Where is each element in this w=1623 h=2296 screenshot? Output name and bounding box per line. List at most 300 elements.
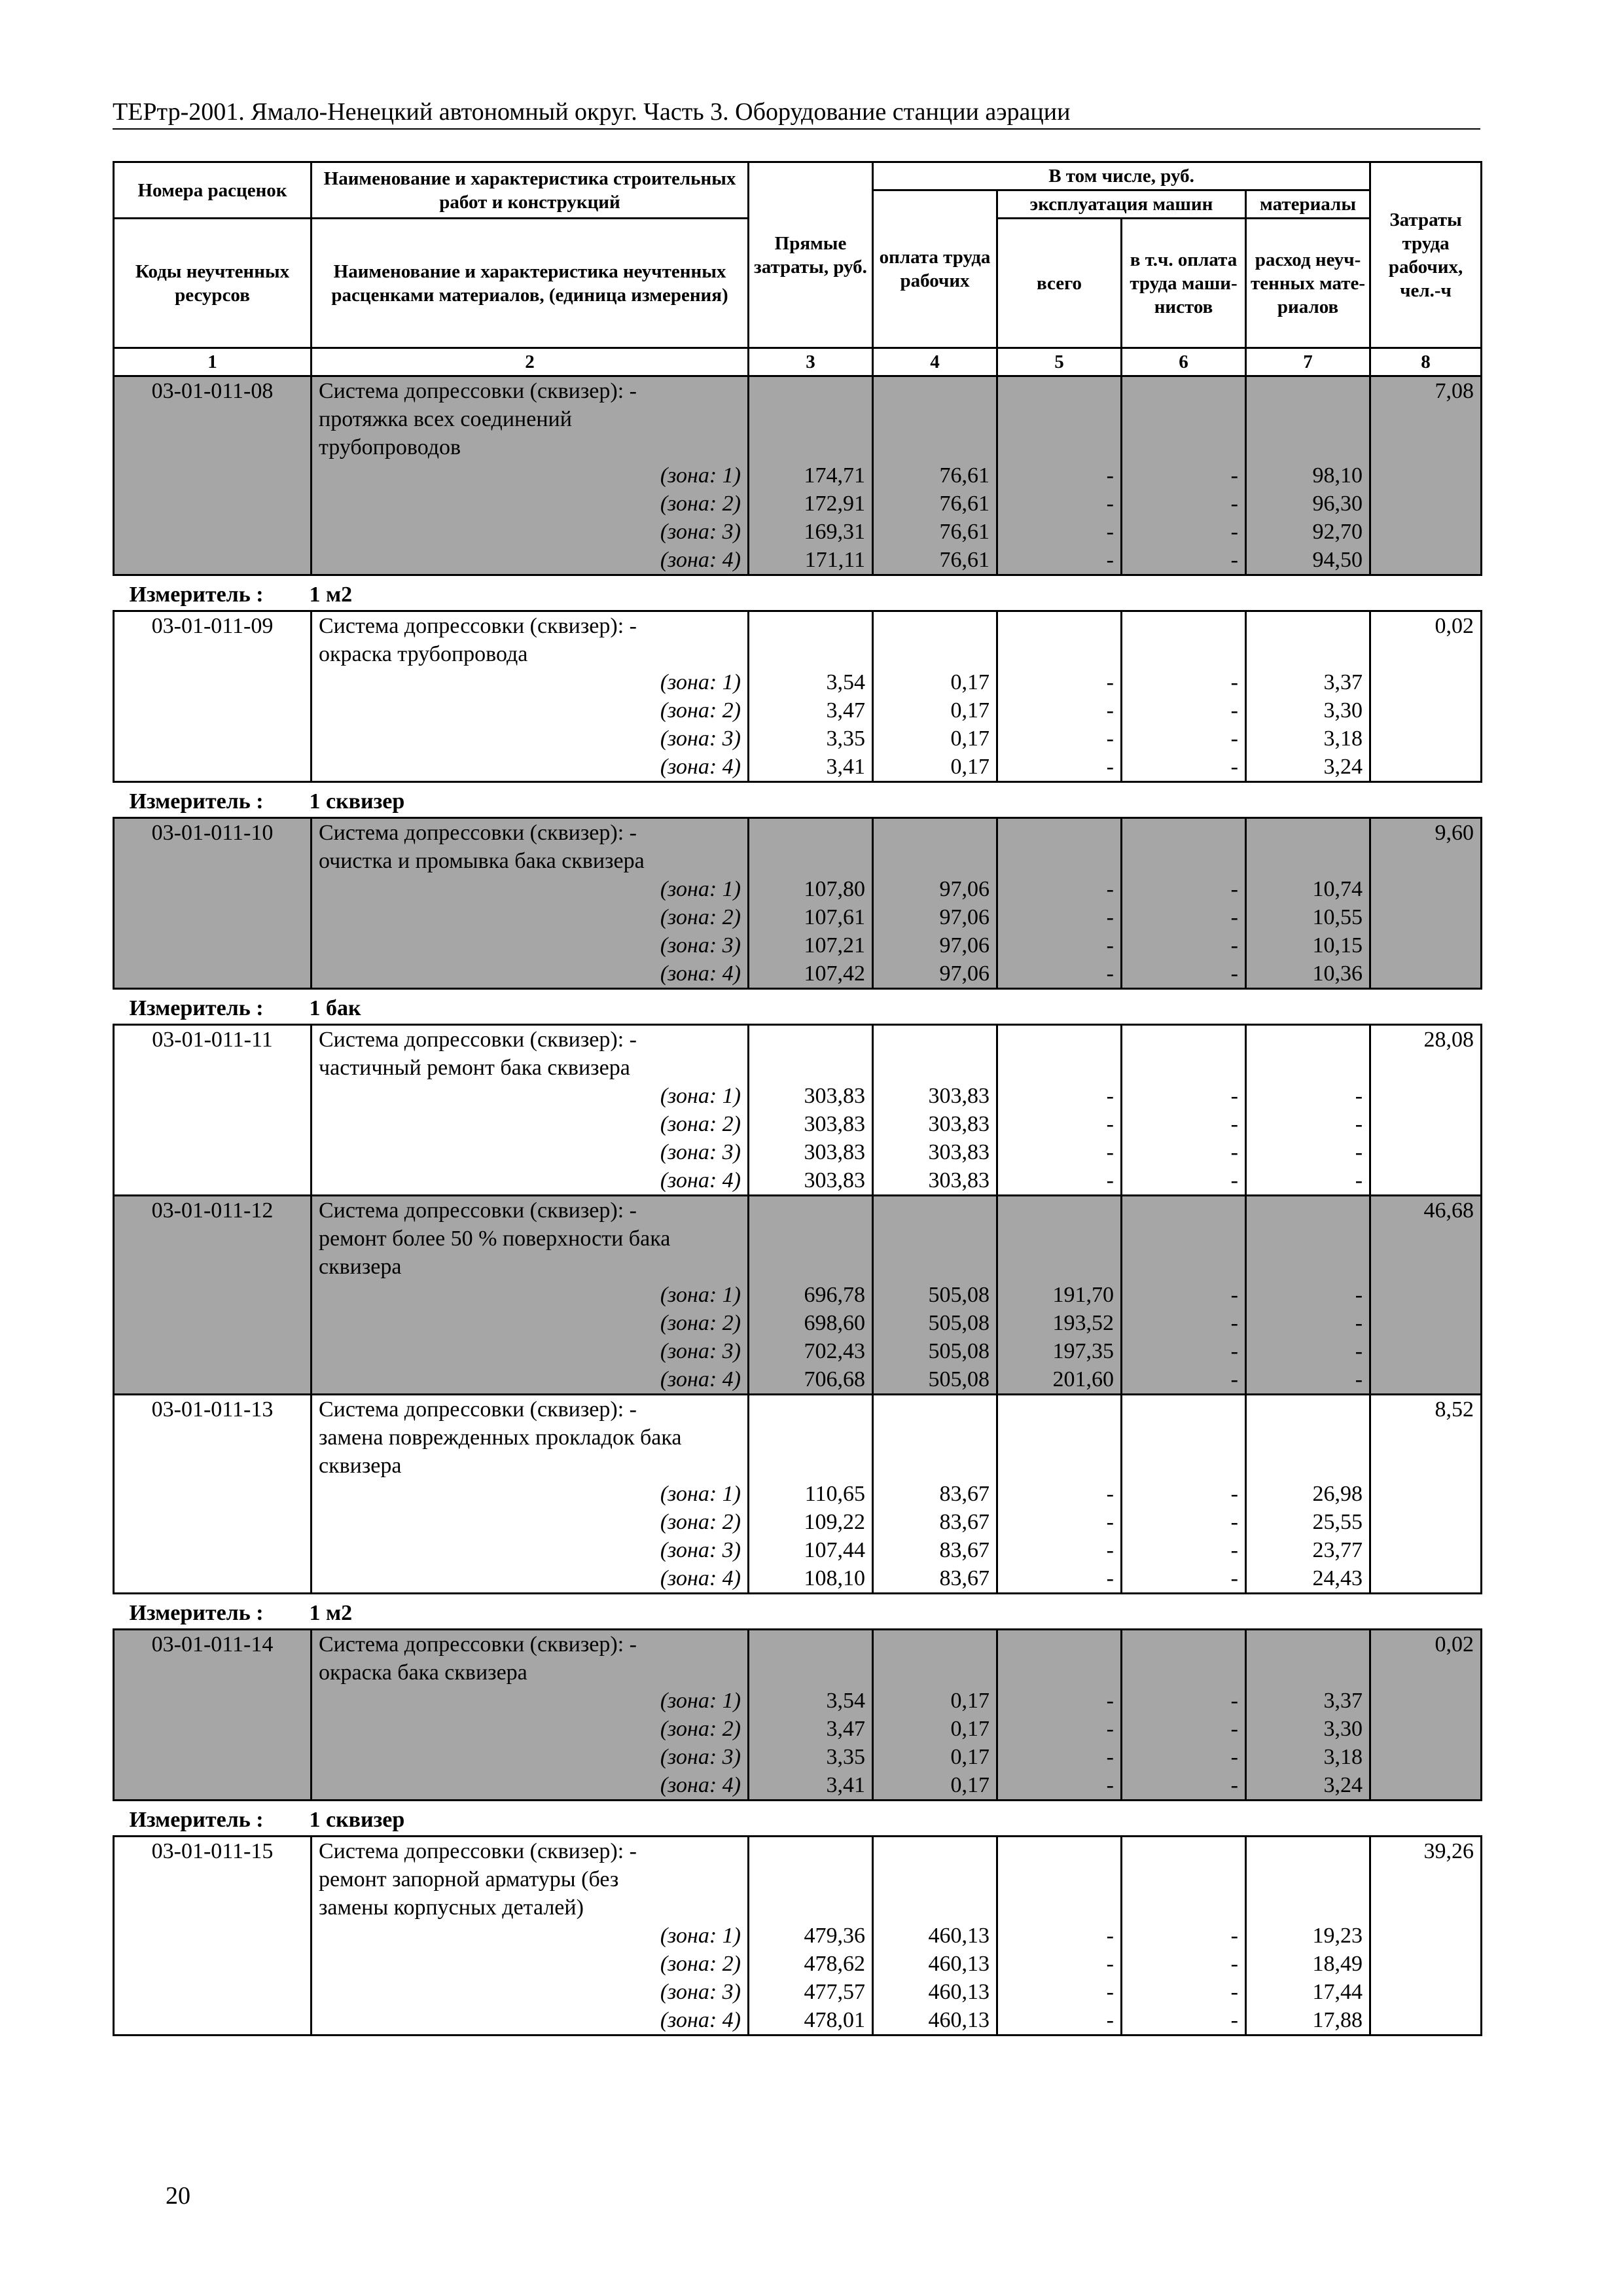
labor-costs-cell xyxy=(1370,518,1482,546)
empty-cell xyxy=(1246,405,1370,433)
measurer-unit: 1 м2 xyxy=(309,1601,353,1625)
direct-costs: 3,35 xyxy=(749,725,873,753)
direct-costs: 3,47 xyxy=(749,696,873,725)
work-name-line: протяжка всех соединений xyxy=(312,405,749,433)
entry-name-row xyxy=(114,1054,1482,1082)
worker-wages: 0,17 xyxy=(873,1687,997,1715)
header-material-name: Наименование и характеристика неучтенных расценками материалов, (единица измерения) xyxy=(312,219,749,348)
zone-row xyxy=(114,1771,1482,1801)
rate-code-cell xyxy=(114,1424,312,1452)
header-operator-wages: в т.ч. оплата труда маши-нистов xyxy=(1122,219,1246,348)
zone-row xyxy=(114,461,1482,490)
machines-total: - xyxy=(997,1480,1122,1508)
materials-consumption: 10,74 xyxy=(1246,875,1370,903)
work-name-line: Система допрессовки (сквизер): - xyxy=(312,1395,749,1424)
labor-costs-cell xyxy=(1370,1225,1482,1253)
rate-code-cell xyxy=(114,1253,312,1281)
empty-cell xyxy=(873,611,997,641)
rate-code-cell xyxy=(114,847,312,875)
machines-total: - xyxy=(997,518,1122,546)
machines-total: - xyxy=(997,875,1122,903)
worker-wages: 97,06 xyxy=(873,903,997,931)
machines-total: - xyxy=(997,903,1122,931)
zone-label: (зона: 4) xyxy=(312,753,749,782)
materials-consumption: 3,37 xyxy=(1246,668,1370,696)
entry-name-row xyxy=(114,1865,1482,1893)
machines-total: - xyxy=(997,2006,1122,2036)
direct-costs: 172,91 xyxy=(749,490,873,518)
zone-label: (зона: 1) xyxy=(312,1480,749,1508)
empty-cell xyxy=(997,1837,1122,1866)
direct-costs: 109,22 xyxy=(749,1508,873,1536)
operator-wages: - xyxy=(1122,518,1246,546)
zone-label: (зона: 1) xyxy=(312,461,749,490)
worker-wages: 460,13 xyxy=(873,1978,997,2006)
empty-cell xyxy=(997,611,1122,641)
rate-code-cell xyxy=(114,1715,312,1743)
zone-row xyxy=(114,1281,1482,1309)
work-name-line: частичный ремонт бака сквизера xyxy=(312,1054,749,1082)
rate-code-cell xyxy=(114,1452,312,1480)
header-material-consumption: расход неуч-тенных мате-риалов xyxy=(1246,219,1370,348)
work-name-line: Система допрессовки (сквизер): - xyxy=(312,1630,749,1659)
header-work-name: Наименование и характеристика строительных работ и конструкций xyxy=(312,162,749,219)
direct-costs: 171,11 xyxy=(749,546,873,575)
direct-costs: 706,68 xyxy=(749,1365,873,1395)
materials-consumption: 3,37 xyxy=(1246,1687,1370,1715)
measurer-unit: 1 сквизер xyxy=(309,789,405,814)
entry-name-row xyxy=(114,1452,1482,1480)
empty-cell xyxy=(997,1630,1122,1659)
empty-cell xyxy=(873,1424,997,1452)
work-name-line: сквизера xyxy=(312,1452,749,1480)
empty-cell xyxy=(873,1054,997,1082)
entry-name-row xyxy=(114,1025,1482,1054)
direct-costs: 107,44 xyxy=(749,1536,873,1564)
operator-wages: - xyxy=(1122,1922,1246,1950)
empty-cell xyxy=(1122,433,1246,461)
column-number: 5 xyxy=(997,348,1122,376)
measurer xyxy=(114,989,1482,1025)
rate-code-cell xyxy=(114,1225,312,1253)
materials-consumption: 10,55 xyxy=(1246,903,1370,931)
empty-cell xyxy=(873,433,997,461)
direct-costs: 303,83 xyxy=(749,1082,873,1110)
operator-wages: - xyxy=(1122,1082,1246,1110)
work-name-line: Система допрессовки (сквизер): - xyxy=(312,818,749,848)
machines-total: - xyxy=(997,1715,1122,1743)
empty-cell xyxy=(1122,405,1246,433)
empty-cell xyxy=(997,1424,1122,1452)
empty-cell xyxy=(1122,1225,1246,1253)
rate-code: 03-01-011-15 xyxy=(114,1837,312,1866)
worker-wages: 303,83 xyxy=(873,1110,997,1138)
worker-wages: 83,67 xyxy=(873,1536,997,1564)
empty-cell xyxy=(873,847,997,875)
empty-cell xyxy=(997,1054,1122,1082)
direct-costs: 478,01 xyxy=(749,2006,873,2036)
zone-row xyxy=(114,1950,1482,1978)
zone-row xyxy=(114,668,1482,696)
work-name-line: окраска бака сквизера xyxy=(312,1659,749,1687)
materials-consumption: - xyxy=(1246,1365,1370,1395)
zone-row xyxy=(114,1715,1482,1743)
empty-cell xyxy=(997,1452,1122,1480)
work-name-line: трубопроводов xyxy=(312,433,749,461)
empty-cell xyxy=(1122,1025,1246,1054)
measurer-row xyxy=(114,989,1482,1025)
labor-costs-cell xyxy=(1370,405,1482,433)
entry-name-row xyxy=(114,1893,1482,1922)
operator-wages: - xyxy=(1122,1337,1246,1365)
labor-costs-cell xyxy=(1370,1536,1482,1564)
measurer-label: Измеритель : xyxy=(129,583,264,607)
empty-cell xyxy=(997,1196,1122,1225)
zone-row xyxy=(114,931,1482,960)
labor-costs-cell xyxy=(1370,1110,1482,1138)
empty-cell xyxy=(873,818,997,848)
operator-wages: - xyxy=(1122,1508,1246,1536)
operator-wages: - xyxy=(1122,1771,1246,1801)
worker-wages: 505,08 xyxy=(873,1337,997,1365)
empty-cell xyxy=(749,405,873,433)
column-number: 1 xyxy=(114,348,312,376)
operator-wages: - xyxy=(1122,1480,1246,1508)
empty-cell xyxy=(1122,1865,1246,1893)
header-machine-operation: эксплуатация машин xyxy=(997,190,1246,219)
header-direct-costs: Прямые затраты, руб. xyxy=(749,162,873,348)
rate-code-cell xyxy=(114,1687,312,1715)
labor-costs-cell xyxy=(1370,753,1482,782)
zone-row xyxy=(114,1082,1482,1110)
labor-costs-cell xyxy=(1370,668,1482,696)
empty-cell xyxy=(997,818,1122,848)
rate-code-cell xyxy=(114,903,312,931)
column-numbers-row xyxy=(114,348,1482,376)
entry-name-row xyxy=(114,640,1482,668)
work-name-line: ремонт запорной арматуры (без xyxy=(312,1865,749,1893)
empty-cell xyxy=(749,376,873,406)
empty-cell xyxy=(873,640,997,668)
materials-consumption: 3,24 xyxy=(1246,753,1370,782)
header-labor-costs: Затраты труда рабочих, чел.-ч xyxy=(1370,162,1482,348)
labor-costs-cell xyxy=(1370,1281,1482,1309)
zone-label: (зона: 4) xyxy=(312,960,749,989)
machines-total: 191,70 xyxy=(997,1281,1122,1309)
labor-costs-cell xyxy=(1370,433,1482,461)
materials-consumption: 98,10 xyxy=(1246,461,1370,490)
machines-total: - xyxy=(997,1082,1122,1110)
labor-costs-cell xyxy=(1370,875,1482,903)
materials-consumption: 96,30 xyxy=(1246,490,1370,518)
worker-wages: 0,17 xyxy=(873,753,997,782)
rate-code-cell xyxy=(114,931,312,960)
worker-wages: 0,17 xyxy=(873,1743,997,1771)
header-including: В том числе, руб. xyxy=(873,162,1370,190)
empty-cell xyxy=(1122,1395,1246,1424)
worker-wages: 303,83 xyxy=(873,1166,997,1196)
empty-cell xyxy=(873,1196,997,1225)
labor-costs-cell xyxy=(1370,1922,1482,1950)
zone-label: (зона: 2) xyxy=(312,1309,749,1337)
worker-wages: 0,17 xyxy=(873,1715,997,1743)
column-number: 4 xyxy=(873,348,997,376)
empty-cell xyxy=(749,1395,873,1424)
operator-wages: - xyxy=(1122,1715,1246,1743)
empty-cell xyxy=(749,1452,873,1480)
empty-cell xyxy=(1246,1054,1370,1082)
worker-wages: 0,17 xyxy=(873,696,997,725)
worker-wages: 76,61 xyxy=(873,518,997,546)
operator-wages: - xyxy=(1122,1687,1246,1715)
empty-cell xyxy=(873,1893,997,1922)
labor-costs-cell xyxy=(1370,1138,1482,1166)
rate-code-cell xyxy=(114,2006,312,2036)
rate-code-cell xyxy=(114,1508,312,1536)
materials-consumption: - xyxy=(1246,1110,1370,1138)
table-body xyxy=(114,376,1482,2036)
direct-costs: 174,71 xyxy=(749,461,873,490)
rate-code-cell xyxy=(114,725,312,753)
machines-total: - xyxy=(997,1138,1122,1166)
worker-wages: 97,06 xyxy=(873,875,997,903)
empty-cell xyxy=(1122,818,1246,848)
entry-name-row xyxy=(114,1225,1482,1253)
zone-row xyxy=(114,1978,1482,2006)
empty-cell xyxy=(749,1659,873,1687)
materials-consumption: 17,44 xyxy=(1246,1978,1370,2006)
measurer-row xyxy=(114,1594,1482,1630)
machines-total: - xyxy=(997,1950,1122,1978)
labor-costs-cell xyxy=(1370,725,1482,753)
materials-consumption: 17,88 xyxy=(1246,2006,1370,2036)
empty-cell xyxy=(1246,376,1370,406)
materials-consumption: 3,18 xyxy=(1246,725,1370,753)
zone-row xyxy=(114,1138,1482,1166)
work-name-line: очистка и промывка бака сквизера xyxy=(312,847,749,875)
empty-cell xyxy=(997,640,1122,668)
machines-total: - xyxy=(997,546,1122,575)
measurer-label: Измеритель : xyxy=(129,996,264,1020)
worker-wages: 83,67 xyxy=(873,1564,997,1594)
direct-costs: 107,80 xyxy=(749,875,873,903)
labor-costs-cell xyxy=(1370,1508,1482,1536)
rate-code-cell xyxy=(114,753,312,782)
empty-cell xyxy=(749,1424,873,1452)
zone-row xyxy=(114,1110,1482,1138)
machines-total: - xyxy=(997,696,1122,725)
operator-wages: - xyxy=(1122,1950,1246,1978)
zone-label: (зона: 2) xyxy=(312,1950,749,1978)
empty-cell xyxy=(997,1253,1122,1281)
rate-code: 03-01-011-08 xyxy=(114,376,312,406)
rate-code: 03-01-011-14 xyxy=(114,1630,312,1659)
direct-costs: 303,83 xyxy=(749,1110,873,1138)
rate-code: 03-01-011-12 xyxy=(114,1196,312,1225)
rate-code-cell xyxy=(114,405,312,433)
materials-consumption: 3,24 xyxy=(1246,1771,1370,1801)
zone-label: (зона: 2) xyxy=(312,490,749,518)
entry-name-row xyxy=(114,433,1482,461)
labor-costs-cell xyxy=(1370,1771,1482,1801)
empty-cell xyxy=(749,1025,873,1054)
empty-cell xyxy=(1246,1865,1370,1893)
rate-code-cell xyxy=(114,1893,312,1922)
zone-label: (зона: 4) xyxy=(312,546,749,575)
labor-costs-cell xyxy=(1370,1480,1482,1508)
direct-costs: 478,62 xyxy=(749,1950,873,1978)
worker-wages: 505,08 xyxy=(873,1365,997,1395)
labor-costs-cell xyxy=(1370,1452,1482,1480)
rate-code-cell xyxy=(114,490,312,518)
header-worker-wages: оплата труда рабочих xyxy=(873,190,997,348)
zone-label: (зона: 2) xyxy=(312,696,749,725)
labor-costs-cell xyxy=(1370,490,1482,518)
labor-costs: 39,26 xyxy=(1370,1837,1482,1866)
machines-total: - xyxy=(997,1536,1122,1564)
labor-costs-cell xyxy=(1370,1166,1482,1196)
zone-row xyxy=(114,2006,1482,2036)
worker-wages: 460,13 xyxy=(873,1922,997,1950)
empty-cell xyxy=(1246,1659,1370,1687)
machines-total: - xyxy=(997,668,1122,696)
rate-code-cell xyxy=(114,1054,312,1082)
rate-code-cell xyxy=(114,1110,312,1138)
empty-cell xyxy=(1246,1025,1370,1054)
empty-cell xyxy=(1246,818,1370,848)
empty-cell xyxy=(997,405,1122,433)
empty-cell xyxy=(997,1865,1122,1893)
work-name-line: Система допрессовки (сквизер): - xyxy=(312,1837,749,1866)
empty-cell xyxy=(1122,1452,1246,1480)
materials-consumption: - xyxy=(1246,1082,1370,1110)
measurer-row xyxy=(114,782,1482,818)
column-number: 6 xyxy=(1122,348,1246,376)
zone-row xyxy=(114,875,1482,903)
rate-code-cell xyxy=(114,1743,312,1771)
rate-code-cell xyxy=(114,1950,312,1978)
entry-name-row xyxy=(114,818,1482,848)
labor-costs-cell xyxy=(1370,1424,1482,1452)
direct-costs: 108,10 xyxy=(749,1564,873,1594)
materials-consumption: 19,23 xyxy=(1246,1922,1370,1950)
zone-label: (зона: 4) xyxy=(312,1166,749,1196)
machines-total: - xyxy=(997,1166,1122,1196)
zone-row xyxy=(114,753,1482,782)
rate-code-cell xyxy=(114,1138,312,1166)
labor-costs-cell xyxy=(1370,640,1482,668)
page-header: ТЕРтр-2001. Ямало-Ненецкий автономный округ. Часть 3. Оборудование станции аэрации xyxy=(113,97,1480,130)
zone-row xyxy=(114,903,1482,931)
empty-cell xyxy=(1122,1253,1246,1281)
measurer-unit: 1 м2 xyxy=(309,583,353,607)
entry-name-row xyxy=(114,1253,1482,1281)
entry-name-row xyxy=(114,376,1482,406)
zone-row xyxy=(114,546,1482,575)
operator-wages: - xyxy=(1122,668,1246,696)
rate-code: 03-01-011-09 xyxy=(114,611,312,641)
labor-costs-cell xyxy=(1370,1687,1482,1715)
rate-code-cell xyxy=(114,1978,312,2006)
operator-wages: - xyxy=(1122,725,1246,753)
rate-code: 03-01-011-11 xyxy=(114,1025,312,1054)
zone-row xyxy=(114,1564,1482,1594)
empty-cell xyxy=(1246,1424,1370,1452)
empty-cell xyxy=(1122,640,1246,668)
direct-costs: 477,57 xyxy=(749,1978,873,2006)
labor-costs-cell xyxy=(1370,1715,1482,1743)
entry-name-row xyxy=(114,1395,1482,1424)
worker-wages: 76,61 xyxy=(873,490,997,518)
column-number: 2 xyxy=(312,348,749,376)
labor-costs: 0,02 xyxy=(1370,1630,1482,1659)
labor-costs-cell xyxy=(1370,461,1482,490)
measurer-label: Измеритель : xyxy=(129,1808,264,1832)
materials-consumption: 92,70 xyxy=(1246,518,1370,546)
empty-cell xyxy=(749,1253,873,1281)
work-name-line: Система допрессовки (сквизер): - xyxy=(312,611,749,641)
zone-label: (зона: 1) xyxy=(312,1082,749,1110)
labor-costs-cell xyxy=(1370,1743,1482,1771)
column-number: 8 xyxy=(1370,348,1482,376)
empty-cell xyxy=(873,1025,997,1054)
zone-label: (зона: 4) xyxy=(312,2006,749,2036)
machines-total: - xyxy=(997,931,1122,960)
machines-total: - xyxy=(997,1687,1122,1715)
empty-cell xyxy=(1246,611,1370,641)
zone-label: (зона: 2) xyxy=(312,1715,749,1743)
operator-wages: - xyxy=(1122,931,1246,960)
empty-cell xyxy=(873,1630,997,1659)
materials-consumption: - xyxy=(1246,1138,1370,1166)
operator-wages: - xyxy=(1122,1166,1246,1196)
direct-costs: 696,78 xyxy=(749,1281,873,1309)
machines-total: - xyxy=(997,1110,1122,1138)
materials-consumption: 94,50 xyxy=(1246,546,1370,575)
materials-consumption: - xyxy=(1246,1281,1370,1309)
measurer-unit: 1 сквизер xyxy=(309,1808,405,1832)
empty-cell xyxy=(1122,1054,1246,1082)
materials-consumption: 3,30 xyxy=(1246,1715,1370,1743)
zone-row xyxy=(114,1508,1482,1536)
rates-table xyxy=(113,161,1482,2036)
direct-costs: 107,21 xyxy=(749,931,873,960)
empty-cell xyxy=(749,1865,873,1893)
rate-code-cell xyxy=(114,696,312,725)
rate-code-cell xyxy=(114,668,312,696)
zone-row xyxy=(114,490,1482,518)
header-rate-numbers: Номера расценок xyxy=(114,162,312,219)
empty-cell xyxy=(749,1196,873,1225)
operator-wages: - xyxy=(1122,2006,1246,2036)
empty-cell xyxy=(1122,1630,1246,1659)
operator-wages: - xyxy=(1122,1138,1246,1166)
worker-wages: 505,08 xyxy=(873,1309,997,1337)
empty-cell xyxy=(1246,1395,1370,1424)
operator-wages: - xyxy=(1122,1978,1246,2006)
labor-costs-cell xyxy=(1370,1564,1482,1594)
machines-total: - xyxy=(997,725,1122,753)
operator-wages: - xyxy=(1122,461,1246,490)
work-name-line: замены корпусных деталей) xyxy=(312,1893,749,1922)
empty-cell xyxy=(749,640,873,668)
labor-costs-cell xyxy=(1370,960,1482,989)
materials-consumption: 26,98 xyxy=(1246,1480,1370,1508)
empty-cell xyxy=(997,1025,1122,1054)
zone-row xyxy=(114,518,1482,546)
direct-costs: 169,31 xyxy=(749,518,873,546)
machines-total: - xyxy=(997,1508,1122,1536)
